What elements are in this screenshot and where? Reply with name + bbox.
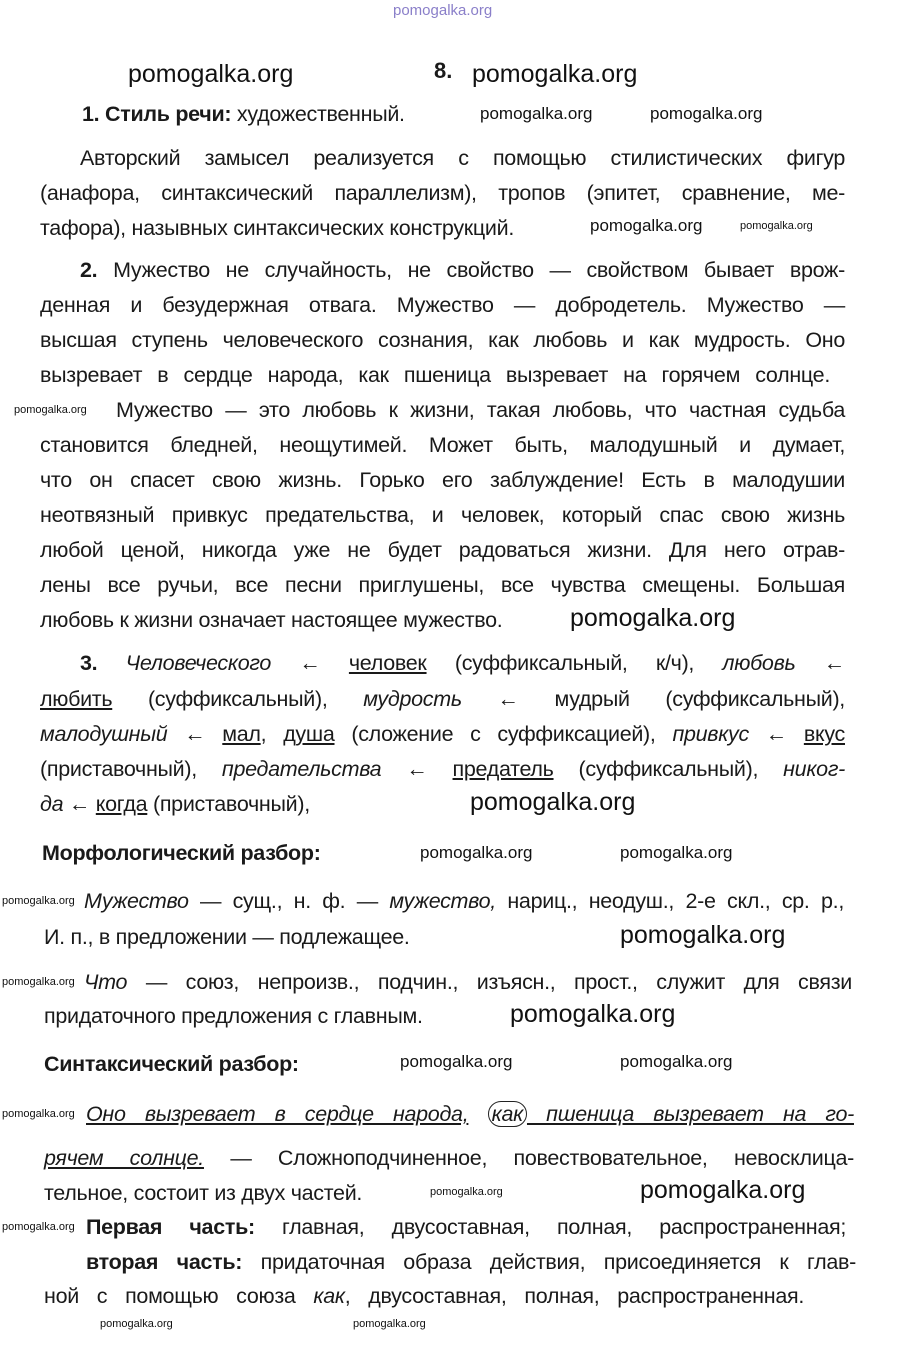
bold-text: Синтаксический разбор: xyxy=(44,1052,299,1076)
watermark: pomogalka.org xyxy=(470,788,636,816)
bold-text: 2. xyxy=(80,258,98,282)
bold-text: вторая часть: xyxy=(86,1250,243,1274)
text-segment: мудрость xyxy=(363,687,462,711)
text-segment: мужество, xyxy=(389,889,496,913)
text-segment: (суффиксальный, к/ч), xyxy=(426,651,723,675)
text-segment: (суффиксальный), xyxy=(629,687,845,711)
watermark: pomogalka.org xyxy=(620,1052,733,1071)
text-segment: как xyxy=(313,1284,345,1308)
text-segment: И. п., в предложении — подлежащее. xyxy=(44,925,410,949)
text-line xyxy=(84,887,844,915)
text-line xyxy=(40,606,550,634)
text-segment: Мужество xyxy=(84,889,189,913)
text-segment: человек xyxy=(348,651,427,675)
text-segment: никог- xyxy=(783,757,845,781)
text-line xyxy=(40,431,845,459)
watermark: pomogalka.org xyxy=(510,1000,676,1028)
text-segment: , xyxy=(260,722,284,746)
watermark: pomogalka.org xyxy=(353,1318,426,1330)
watermark: pomogalka.org xyxy=(400,1052,513,1071)
text-segment: пшеница вызревает на го- xyxy=(526,1102,854,1126)
text-segment: Человеческого xyxy=(97,651,272,675)
bold-text: Морфологический разбор: xyxy=(42,841,321,865)
text-segment: (приставочный), xyxy=(147,792,310,816)
text-segment: предательства xyxy=(221,757,382,781)
text-segment: любовь xyxy=(722,651,796,675)
bold-text: Первая часть: xyxy=(86,1215,255,1239)
text-segment xyxy=(468,1102,487,1126)
text-segment: привкус xyxy=(672,722,749,746)
text-line xyxy=(116,396,845,424)
text-segment: придаточная образа действия, присоединяется к глав- xyxy=(242,1250,856,1274)
text-line xyxy=(40,571,845,599)
text-segment: что он спасет свою жизнь. Горько его заблуждение! Есть в малодушии xyxy=(40,468,845,492)
text-segment: мал xyxy=(222,722,261,746)
watermark: pomogalka.org xyxy=(2,976,75,988)
watermark: pomogalka.org xyxy=(472,60,638,88)
text-segment: становится бледней, неощутимей. Может быть, малодушный и думает, xyxy=(40,433,845,457)
text-line xyxy=(44,923,454,951)
text-line xyxy=(80,144,845,172)
text-line xyxy=(84,968,852,996)
text-line xyxy=(86,1213,846,1241)
text-line xyxy=(40,214,570,242)
watermark: pomogalka.org xyxy=(2,1221,75,1233)
text-line xyxy=(80,256,845,284)
text-segment: ← xyxy=(63,792,96,816)
watermark: pomogalka.org xyxy=(480,104,593,123)
text-segment: Авторский замысел реализуется с помощью стилистических фигур xyxy=(80,146,845,170)
text-segment: денная и безудержная отвага. Мужество — добродетель. Мужество — xyxy=(40,293,845,317)
text-segment: ← xyxy=(271,651,349,675)
text-segment: главная, двусоставная, полная, распространенная; xyxy=(254,1215,846,1239)
watermark: pomogalka.org xyxy=(128,60,294,88)
watermark: pomogalka.org xyxy=(420,843,533,862)
watermark: pomogalka.org xyxy=(100,1318,173,1330)
text-segment: (анафора, синтаксический параллелизм), тропов (эпитет, сравнение, ме- xyxy=(40,181,845,205)
text-segment: ной с помощью союза xyxy=(44,1284,314,1308)
watermark: pomogalka.org xyxy=(590,216,703,235)
page-number: 8. xyxy=(434,58,453,83)
text-segment: неотвязный привкус предательства, и человек, который спас свою жизнь xyxy=(40,503,845,527)
text-line xyxy=(40,501,845,529)
text-segment: да xyxy=(40,792,64,816)
watermark: pomogalka.org xyxy=(620,921,786,949)
watermark: pomogalka.org xyxy=(650,104,763,123)
text-segment: , двусоставная, полная, распространенная. xyxy=(344,1284,804,1308)
text-segment: Оно вызревает в сердце народа, xyxy=(86,1102,469,1126)
text-line xyxy=(40,790,360,818)
text-line xyxy=(44,1144,854,1172)
text-segment: когда xyxy=(95,792,148,816)
text-segment: придаточного предложения с главным. xyxy=(44,1004,423,1028)
text-segment: рячем солнце. xyxy=(44,1146,204,1170)
text-segment: предатель xyxy=(452,757,554,781)
text-segment: лены все ручьи, все песни приглушены, все чувства смещены. Большая xyxy=(40,573,845,597)
text-segment: художественный. xyxy=(231,102,405,126)
text-segment: любой ценой, никогда уже не будет радоваться жизни. Для него отрав- xyxy=(40,538,845,562)
text-segment: тафора), назывных синтаксических конструкций. xyxy=(40,216,515,240)
text-segment: — Сложноподчиненное, повествовательное, невосклица- xyxy=(203,1146,855,1170)
text-segment: (суффиксальный), xyxy=(553,757,784,781)
watermark: pomogalka.org xyxy=(640,1176,806,1204)
text-segment: ← xyxy=(381,757,453,781)
text-line xyxy=(40,720,845,748)
text-line xyxy=(44,1050,344,1078)
text-segment: Мужество — это любовь к жизни, такая любовь, что частная судьба xyxy=(116,398,845,422)
text-segment: вызревает в сердце народа, как пшеница вызревает на горячем солнце. xyxy=(40,363,830,387)
text-segment: — союз, непроизв., подчин., изъясн., прост., служит для связи xyxy=(127,970,852,994)
watermark: pomogalka.org xyxy=(14,404,87,416)
text-segment: нариц., неодуш., 2-е скл., ср. р., xyxy=(495,889,844,913)
text-segment: (приставочный), xyxy=(40,757,222,781)
text-segment: (сложение с суффиксацией), xyxy=(334,722,673,746)
text-segment: — сущ., н. ф. — xyxy=(188,889,390,913)
text-segment: душа xyxy=(283,722,335,746)
text-line xyxy=(40,466,845,494)
text-line xyxy=(44,1282,804,1310)
text-segment: Мужество не случайность, не свойство — свойством бывает врож- xyxy=(97,258,845,282)
watermark: pomogalka.org xyxy=(620,843,733,862)
text-line xyxy=(44,1002,494,1030)
text-segment: тельное, состоит из двух частей. xyxy=(44,1181,363,1205)
watermark: pomogalka.org xyxy=(2,895,75,907)
text-line xyxy=(42,839,362,867)
text-segment: вкус xyxy=(803,722,845,746)
text-segment: любить xyxy=(40,687,113,711)
bold-text: 3. xyxy=(80,651,98,675)
circled-conjunction: как xyxy=(488,1101,527,1127)
text-line xyxy=(44,1179,414,1207)
text-line xyxy=(40,326,845,354)
text-segment: ← xyxy=(167,722,223,746)
text-segment: ← xyxy=(461,687,555,711)
text-segment: (суффиксальный), xyxy=(112,687,364,711)
watermark: pomogalka.org xyxy=(430,1186,503,1198)
text-line xyxy=(86,1248,856,1276)
watermark: pomogalka.org xyxy=(740,220,813,232)
text-segment: малодушный xyxy=(40,722,168,746)
text-line xyxy=(40,755,845,783)
bold-text: 1. Стиль речи: xyxy=(82,102,232,126)
text-line xyxy=(86,1100,854,1128)
text-segment: ← xyxy=(748,722,804,746)
text-segment: Что xyxy=(84,970,128,994)
watermark: pomogalka.org xyxy=(570,604,736,632)
text-segment: ← xyxy=(795,651,846,675)
text-line xyxy=(40,361,830,389)
text-line xyxy=(40,536,845,564)
watermark: pomogalka.org xyxy=(2,1108,75,1120)
text-segment: высшая ступень человеческого сознания, как любовь и как мудрость. Оно xyxy=(40,328,845,352)
watermark: pomogalka.org xyxy=(393,2,493,19)
text-line xyxy=(82,100,452,128)
text-segment: мудрый xyxy=(554,687,630,711)
text-line xyxy=(40,291,845,319)
text-segment: любовь к жизни означает настоящее мужество. xyxy=(40,608,503,632)
text-line xyxy=(40,179,845,207)
text-line xyxy=(80,649,845,677)
text-line xyxy=(40,685,845,713)
